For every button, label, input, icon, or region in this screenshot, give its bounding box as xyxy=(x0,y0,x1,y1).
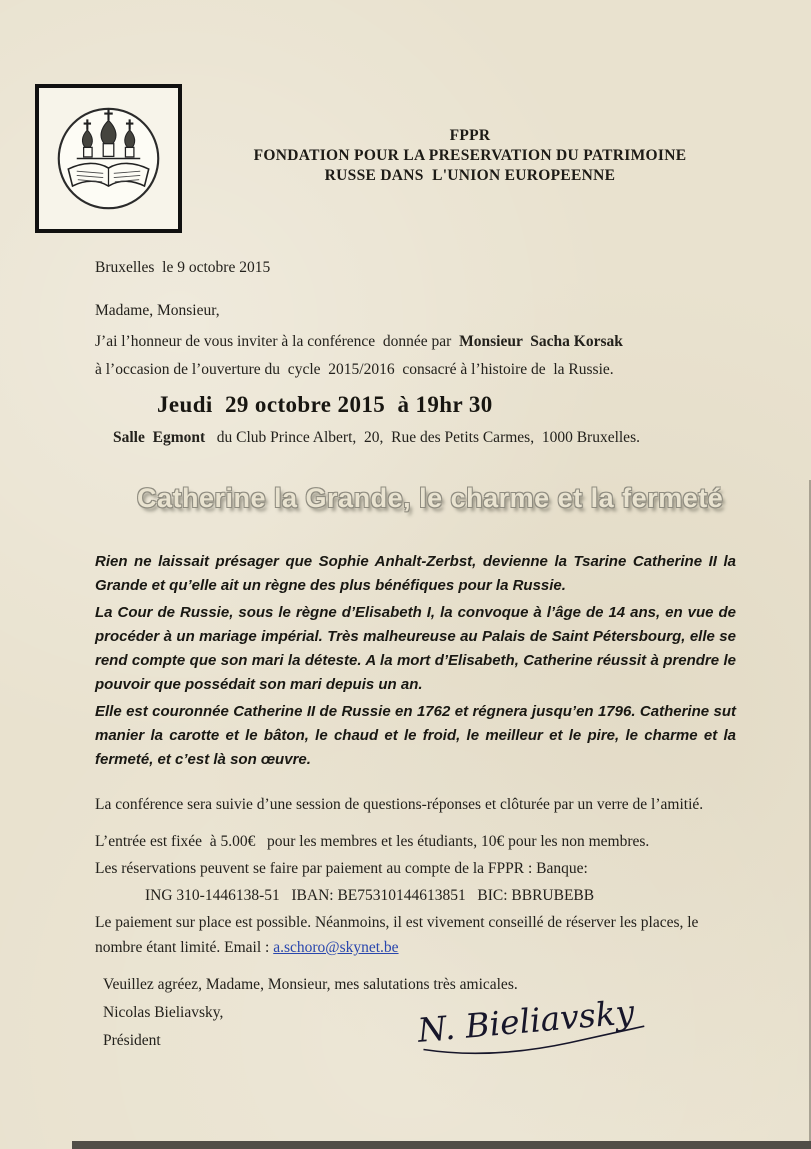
venue-room: Salle Egmont xyxy=(113,429,206,446)
intro-line-1 xyxy=(95,329,736,354)
dateline: Bruxelles le 9 octobre 2015 xyxy=(95,259,271,276)
bank-details: ING 310-1446138-51 IBAN: BE75310144613851 BIC: BBRUBEBB xyxy=(145,887,595,904)
reservation-note: Les réservations peuvent se faire par paiement au compte de la FPPR : Banque: xyxy=(95,860,588,877)
org-abbr: FPPR xyxy=(449,127,491,144)
talk-abstract xyxy=(95,550,736,772)
church-domes-open-book-icon xyxy=(45,94,172,223)
org-name-line2: RUSSE DANS L'UNION EUROPEENNE xyxy=(324,167,616,184)
fppr-logo xyxy=(35,84,182,233)
abstract-paragraph: La Cour de Russie, sous le règne d’Elisabeth I, la convoque à l’âge de 14 ans, en vue de procéder à un mariage impérial. Très malheureuse au Palais de Saint Pétersbourg, elle se rend compte que son mari la déteste. A la mort d’Elisabeth, Catherine réussit à prendre le pouvoir que possédait son mari depuis un an. xyxy=(95,604,736,693)
talk-title: Catherine la Grande, le charme et la fermeté xyxy=(137,483,724,513)
org-name-line1: FONDATION POUR LA PRESERVATION DU PATRIMOINE xyxy=(253,147,687,164)
pricing-note: L’entrée est fixée à 5.00€ pour les membres et les étudiants, 10€ pour les non membres. xyxy=(95,833,650,850)
signature-text: N. Bieliavsky xyxy=(416,992,636,1050)
scan-edge-bottom xyxy=(72,1141,811,1149)
venue-address: du Club Prince Albert, 20, Rue des Petits Carmes, 1000 Bruxelles. xyxy=(205,429,640,446)
closing-note: La conférence sera suivie d’une session de questions-réponses et clôturée par un verre de l’amitié. xyxy=(95,796,704,813)
salutation: Madame, Monsieur, xyxy=(95,302,220,319)
email-link[interactable]: a.schoro@skynet.be xyxy=(273,939,399,956)
payment-note xyxy=(95,910,736,960)
intro-line-2: à l’occasion de l’ouverture du cycle 2015/2016 consacré à l’histoire de la Russie. xyxy=(95,361,614,378)
event-venue xyxy=(113,425,736,450)
speaker-name: Monsieur Sacha Korsak xyxy=(459,333,623,350)
abstract-paragraph: Rien ne laissait présager que Sophie Anhalt-Zerbst, devienne la Tsarine Catherine II la Grande et qu’elle ait un règne des plus bénéfiques pour la Russie. xyxy=(95,553,736,594)
intro-line-1-text: J’ai l’honneur de vous inviter à la conférence donnée par xyxy=(95,333,460,350)
payment-text: Le paiement sur place est possible. Néanmoins, il est vivement conseillé de réserver les places, le nombre étant limité. Email : xyxy=(95,914,699,956)
letter-body xyxy=(95,255,736,1053)
letterhead xyxy=(205,126,735,186)
signer-name: Nicolas Bieliavsky, xyxy=(103,1004,224,1021)
abstract-paragraph: Elle est couronnée Catherine II de Russie en 1762 et régnera jusqu’en 1796. Catherine sut manier la carotte et le bâton, le chaud et le froid, le meilleur et le pire, le charme et la fermeté, et c’est là son œuvre. xyxy=(95,703,736,768)
farewell: Veuillez agréez, Madame, Monsieur, mes salutations très amicales. xyxy=(103,976,518,993)
signer-title: Président xyxy=(103,1032,161,1049)
event-datetime: Jeudi 29 octobre 2015 à 19hr 30 xyxy=(157,392,493,417)
